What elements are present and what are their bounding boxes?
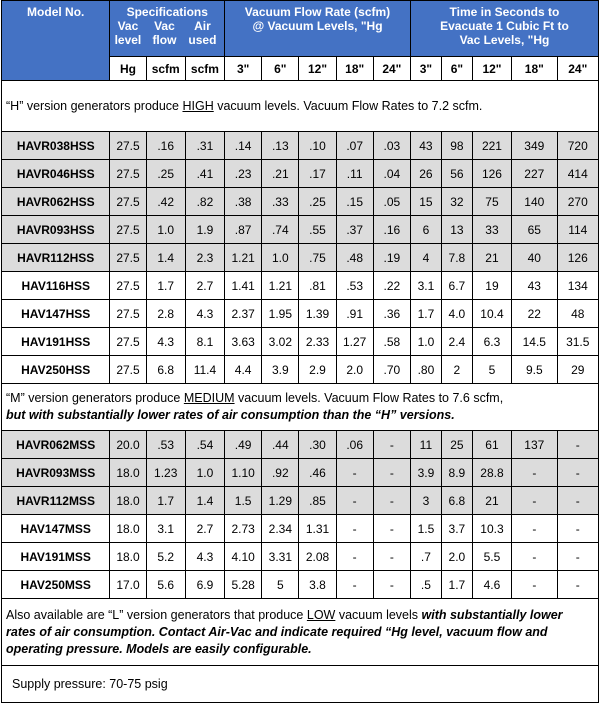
value-cell: 27.5 xyxy=(110,216,146,244)
unit-cell: 6" xyxy=(262,57,299,81)
h-note-post: vacuum levels. Vacuum Flow Rates to 7.2 scfm. xyxy=(213,98,483,113)
value-cell: 2.73 xyxy=(225,515,262,543)
value-cell: 2.4 xyxy=(441,328,472,356)
value-cell: - xyxy=(557,515,598,543)
value-cell: 1.39 xyxy=(299,300,336,328)
value-cell: 1.7 xyxy=(146,272,185,300)
table-row xyxy=(2,216,599,244)
value-cell: .44 xyxy=(262,431,299,459)
value-cell: .10 xyxy=(299,132,336,160)
value-cell: .74 xyxy=(262,216,299,244)
value-cell: 33 xyxy=(472,216,511,244)
header-row xyxy=(2,1,599,57)
value-cell: 10.4 xyxy=(472,300,511,328)
value-cell: 6.9 xyxy=(185,571,224,599)
unit-cell: 12" xyxy=(472,57,511,81)
value-cell: .58 xyxy=(373,328,410,356)
value-cell: 32 xyxy=(441,188,472,216)
value-cell: 43 xyxy=(512,272,557,300)
value-cell: 11 xyxy=(410,431,441,459)
model-cell: HAVR093MSS xyxy=(2,459,110,487)
value-cell: 61 xyxy=(472,431,511,459)
value-cell: 1.4 xyxy=(185,487,224,515)
value-cell: 5 xyxy=(472,356,511,384)
l-note-post: vacuum levels xyxy=(335,607,422,622)
value-cell: 3.7 xyxy=(441,515,472,543)
value-cell: .21 xyxy=(262,160,299,188)
value-cell: 4.3 xyxy=(146,328,185,356)
value-cell: .16 xyxy=(373,216,410,244)
value-cell: .37 xyxy=(336,216,373,244)
table-row xyxy=(2,272,599,300)
value-cell: .04 xyxy=(373,160,410,188)
value-cell: - xyxy=(512,571,557,599)
value-cell: .33 xyxy=(262,188,299,216)
value-cell: 27.5 xyxy=(110,132,146,160)
value-cell: 75 xyxy=(472,188,511,216)
value-cell: 270 xyxy=(557,188,598,216)
value-cell: .7 xyxy=(410,543,441,571)
unit-cell: 24" xyxy=(557,57,598,81)
value-cell: - xyxy=(336,571,373,599)
value-cell: 1.0 xyxy=(410,328,441,356)
flow-rate-header: Vacuum Flow Rate (scfm) @ Vacuum Levels, "Hg xyxy=(225,1,411,57)
value-cell: .87 xyxy=(225,216,262,244)
value-cell: 1.7 xyxy=(410,300,441,328)
value-cell: 1.29 xyxy=(262,487,299,515)
value-cell: 3.9 xyxy=(262,356,299,384)
table-row xyxy=(2,487,599,515)
value-cell: 1.23 xyxy=(146,459,185,487)
table-row xyxy=(2,300,599,328)
value-cell: .55 xyxy=(299,216,336,244)
value-cell: 6 xyxy=(410,216,441,244)
value-cell: 18.0 xyxy=(110,459,146,487)
value-cell: .38 xyxy=(225,188,262,216)
table-row xyxy=(2,132,599,160)
value-cell: 2.9 xyxy=(299,356,336,384)
value-cell: 31.5 xyxy=(557,328,598,356)
value-cell: - xyxy=(373,543,410,571)
value-cell: 17.0 xyxy=(110,571,146,599)
value-cell: - xyxy=(512,459,557,487)
time-header: Time in Seconds to Evacuate 1 Cubic Ft to Vac Levels, "Hg xyxy=(410,1,598,57)
m-note-pre: “M” version generators produce xyxy=(6,391,184,405)
l-note-emphasis: with substantially lower rates of air consumption. Contact Air-Vac and indicate required “Hg level, vacuum flow and operating pressure. Models are easily configurable. xyxy=(6,607,563,656)
m-version-rows xyxy=(2,431,599,599)
value-cell: .25 xyxy=(299,188,336,216)
value-cell: 1.4 xyxy=(146,244,185,272)
value-cell: .5 xyxy=(410,571,441,599)
value-cell: 5 xyxy=(262,571,299,599)
value-cell: .91 xyxy=(336,300,373,328)
model-cell: HAV250MSS xyxy=(2,571,110,599)
unit-cell: 18" xyxy=(336,57,373,81)
value-cell: .16 xyxy=(146,132,185,160)
value-cell: .85 xyxy=(299,487,336,515)
footer-row xyxy=(2,666,599,703)
value-cell: 2 xyxy=(441,356,472,384)
value-cell: 27.5 xyxy=(110,188,146,216)
model-cell: HAVR038HSS xyxy=(2,132,110,160)
value-cell: 1.5 xyxy=(410,515,441,543)
value-cell: 3.63 xyxy=(225,328,262,356)
air-used-header: Air used xyxy=(188,19,217,47)
value-cell: 29 xyxy=(557,356,598,384)
value-cell: 4.10 xyxy=(225,543,262,571)
value-cell: .46 xyxy=(299,459,336,487)
unit-cell: 3" xyxy=(410,57,441,81)
value-cell: 4.3 xyxy=(185,543,224,571)
value-cell: .80 xyxy=(410,356,441,384)
unit-cell: 12" xyxy=(299,57,336,81)
value-cell: 1.95 xyxy=(262,300,299,328)
value-cell: .06 xyxy=(336,431,373,459)
l-note-pre: Also available are “L” version generators that produce xyxy=(6,607,307,622)
value-cell: 27.5 xyxy=(110,244,146,272)
h-version-rows xyxy=(2,132,599,384)
value-cell: 4.3 xyxy=(185,300,224,328)
value-cell: 3.1 xyxy=(410,272,441,300)
model-cell: HAV147HSS xyxy=(2,300,110,328)
model-cell: HAV147MSS xyxy=(2,515,110,543)
value-cell: 65 xyxy=(512,216,557,244)
value-cell: .36 xyxy=(373,300,410,328)
value-cell: .25 xyxy=(146,160,185,188)
value-cell: 28.8 xyxy=(472,459,511,487)
value-cell: 22 xyxy=(512,300,557,328)
model-cell: HAVR093HSS xyxy=(2,216,110,244)
value-cell: .49 xyxy=(225,431,262,459)
value-cell: - xyxy=(336,487,373,515)
table-row xyxy=(2,571,599,599)
value-cell: 227 xyxy=(512,160,557,188)
unit-cell: 3" xyxy=(225,57,262,81)
model-cell: HAVR046HSS xyxy=(2,160,110,188)
value-cell: .03 xyxy=(373,132,410,160)
value-cell: 221 xyxy=(472,132,511,160)
value-cell: 1.5 xyxy=(225,487,262,515)
value-cell: 2.7 xyxy=(185,272,224,300)
value-cell: 2.0 xyxy=(336,356,373,384)
table-row xyxy=(2,244,599,272)
value-cell: - xyxy=(512,543,557,571)
value-cell: 25 xyxy=(441,431,472,459)
value-cell: 2.3 xyxy=(185,244,224,272)
value-cell: 137 xyxy=(512,431,557,459)
value-cell: 19 xyxy=(472,272,511,300)
value-cell: 56 xyxy=(441,160,472,188)
vacuum-generator-spec-table xyxy=(1,0,599,703)
unit-cell: Hg xyxy=(110,57,146,81)
value-cell: - xyxy=(557,543,598,571)
value-cell: .15 xyxy=(336,188,373,216)
value-cell: - xyxy=(512,515,557,543)
value-cell: .19 xyxy=(373,244,410,272)
value-cell: - xyxy=(373,431,410,459)
value-cell: 1.7 xyxy=(441,571,472,599)
value-cell: .22 xyxy=(373,272,410,300)
value-cell: .53 xyxy=(336,272,373,300)
h-note-pre: “H” version generators produce xyxy=(6,98,183,113)
value-cell: 6.8 xyxy=(146,356,185,384)
unit-cell: 24" xyxy=(373,57,410,81)
value-cell: 2.33 xyxy=(299,328,336,356)
value-cell: .11 xyxy=(336,160,373,188)
table-row xyxy=(2,431,599,459)
value-cell: 1.21 xyxy=(225,244,262,272)
value-cell: .31 xyxy=(185,132,224,160)
value-cell: .42 xyxy=(146,188,185,216)
value-cell: 5.28 xyxy=(225,571,262,599)
value-cell: .17 xyxy=(299,160,336,188)
value-cell: .30 xyxy=(299,431,336,459)
m-note-emphasis: but with substantially lower rates of air consumption than the “H” versions. xyxy=(6,408,455,422)
value-cell: - xyxy=(336,515,373,543)
specs-title: Specifications xyxy=(126,5,208,19)
value-cell: 2.37 xyxy=(225,300,262,328)
value-cell: 18.0 xyxy=(110,515,146,543)
value-cell: 40 xyxy=(512,244,557,272)
table-row xyxy=(2,328,599,356)
value-cell: 43 xyxy=(410,132,441,160)
value-cell: 13 xyxy=(441,216,472,244)
value-cell: 6.3 xyxy=(472,328,511,356)
value-cell: 3.31 xyxy=(262,543,299,571)
table-row xyxy=(2,188,599,216)
value-cell: 4.6 xyxy=(472,571,511,599)
value-cell: - xyxy=(373,487,410,515)
l-version-note xyxy=(2,599,599,666)
value-cell: 2.8 xyxy=(146,300,185,328)
value-cell: .70 xyxy=(373,356,410,384)
table-row xyxy=(2,356,599,384)
value-cell: 5.5 xyxy=(472,543,511,571)
value-cell: .13 xyxy=(262,132,299,160)
value-cell: .54 xyxy=(185,431,224,459)
value-cell: 5.6 xyxy=(146,571,185,599)
value-cell: 1.9 xyxy=(185,216,224,244)
value-cell: 8.1 xyxy=(185,328,224,356)
model-cell: HAV116HSS xyxy=(2,272,110,300)
specs-subheaders xyxy=(110,19,224,47)
value-cell: - xyxy=(336,543,373,571)
value-cell: .14 xyxy=(225,132,262,160)
value-cell: 2.08 xyxy=(299,543,336,571)
value-cell: 27.5 xyxy=(110,300,146,328)
value-cell: 7.8 xyxy=(441,244,472,272)
value-cell: 134 xyxy=(557,272,598,300)
table-row xyxy=(2,515,599,543)
value-cell: .23 xyxy=(225,160,262,188)
value-cell: 27.5 xyxy=(110,272,146,300)
value-cell: 126 xyxy=(472,160,511,188)
m-note-level: MEDIUM xyxy=(183,391,235,405)
value-cell: 10.3 xyxy=(472,515,511,543)
value-cell: 114 xyxy=(557,216,598,244)
value-cell: 1.0 xyxy=(262,244,299,272)
value-cell: 21 xyxy=(472,487,511,515)
value-cell: 1.10 xyxy=(225,459,262,487)
value-cell: 3.9 xyxy=(410,459,441,487)
value-cell: 3.02 xyxy=(262,328,299,356)
value-cell: 9.5 xyxy=(512,356,557,384)
value-cell: 4.4 xyxy=(225,356,262,384)
value-cell: 48 xyxy=(557,300,598,328)
value-cell: 3.8 xyxy=(299,571,336,599)
value-cell: .07 xyxy=(336,132,373,160)
value-cell: .82 xyxy=(185,188,224,216)
vac-level-header: Vac level xyxy=(114,19,142,47)
value-cell: 98 xyxy=(441,132,472,160)
value-cell: 1.0 xyxy=(185,459,224,487)
value-cell: 414 xyxy=(557,160,598,188)
value-cell: .92 xyxy=(262,459,299,487)
value-cell: 1.21 xyxy=(262,272,299,300)
value-cell: 2.34 xyxy=(262,515,299,543)
table-row xyxy=(2,160,599,188)
table-row xyxy=(2,459,599,487)
unit-cell: scfm xyxy=(185,57,224,81)
value-cell: 11.4 xyxy=(185,356,224,384)
unit-cell: 6" xyxy=(441,57,472,81)
value-cell: 26 xyxy=(410,160,441,188)
value-cell: 1.27 xyxy=(336,328,373,356)
model-cell: HAVR112MSS xyxy=(2,487,110,515)
value-cell: 18.0 xyxy=(110,487,146,515)
value-cell: 27.5 xyxy=(110,328,146,356)
h-note-cell xyxy=(2,81,599,132)
model-cell: HAV191MSS xyxy=(2,543,110,571)
value-cell: 14.5 xyxy=(512,328,557,356)
value-cell: - xyxy=(373,515,410,543)
value-cell: 6.8 xyxy=(441,487,472,515)
unit-cell: 18" xyxy=(512,57,557,81)
value-cell: - xyxy=(557,571,598,599)
value-cell: .81 xyxy=(299,272,336,300)
value-cell: 21 xyxy=(472,244,511,272)
value-cell: - xyxy=(512,487,557,515)
model-cell: HAVR062HSS xyxy=(2,188,110,216)
value-cell: 126 xyxy=(557,244,598,272)
value-cell: - xyxy=(557,487,598,515)
m-note-cell xyxy=(2,384,599,431)
value-cell: 18.0 xyxy=(110,543,146,571)
unit-cell: scfm xyxy=(146,57,185,81)
value-cell: 4.0 xyxy=(441,300,472,328)
value-cell: 27.5 xyxy=(110,356,146,384)
value-cell: 1.7 xyxy=(146,487,185,515)
value-cell: .41 xyxy=(185,160,224,188)
value-cell: 27.5 xyxy=(110,160,146,188)
value-cell: 20.0 xyxy=(110,431,146,459)
table-row xyxy=(2,543,599,571)
value-cell: - xyxy=(336,459,373,487)
value-cell: 2.0 xyxy=(441,543,472,571)
value-cell: - xyxy=(557,459,598,487)
h-note-level: HIGH xyxy=(182,98,214,113)
value-cell: 3 xyxy=(410,487,441,515)
value-cell: 1.0 xyxy=(146,216,185,244)
value-cell: - xyxy=(373,459,410,487)
value-cell: 8.9 xyxy=(441,459,472,487)
value-cell: .05 xyxy=(373,188,410,216)
model-header: Model No. xyxy=(2,1,110,81)
model-cell: HAVR112HSS xyxy=(2,244,110,272)
value-cell: 3.1 xyxy=(146,515,185,543)
vac-flow-header: Vac flow xyxy=(152,19,177,47)
value-cell: 4 xyxy=(410,244,441,272)
value-cell: 1.31 xyxy=(299,515,336,543)
h-version-note xyxy=(2,81,599,132)
value-cell: 15 xyxy=(410,188,441,216)
specs-header xyxy=(110,1,225,57)
value-cell: 5.2 xyxy=(146,543,185,571)
m-version-note xyxy=(2,384,599,431)
supply-pressure: Supply pressure: 70-75 psig xyxy=(2,666,599,703)
value-cell: 140 xyxy=(512,188,557,216)
value-cell: .48 xyxy=(336,244,373,272)
value-cell: .75 xyxy=(299,244,336,272)
model-cell: HAVR062MSS xyxy=(2,431,110,459)
l-note-cell xyxy=(2,599,599,666)
value-cell: 349 xyxy=(512,132,557,160)
value-cell: - xyxy=(373,571,410,599)
value-cell: 1.41 xyxy=(225,272,262,300)
value-cell: 720 xyxy=(557,132,598,160)
value-cell: - xyxy=(557,431,598,459)
model-cell: HAV191HSS xyxy=(2,328,110,356)
l-note-level: LOW xyxy=(306,607,336,622)
value-cell: 6.7 xyxy=(441,272,472,300)
model-cell: HAV250HSS xyxy=(2,356,110,384)
value-cell: 2.7 xyxy=(185,515,224,543)
value-cell: .53 xyxy=(146,431,185,459)
m-note-post: vacuum levels. Vacuum Flow Rates to 7.6 scfm, xyxy=(234,391,504,405)
